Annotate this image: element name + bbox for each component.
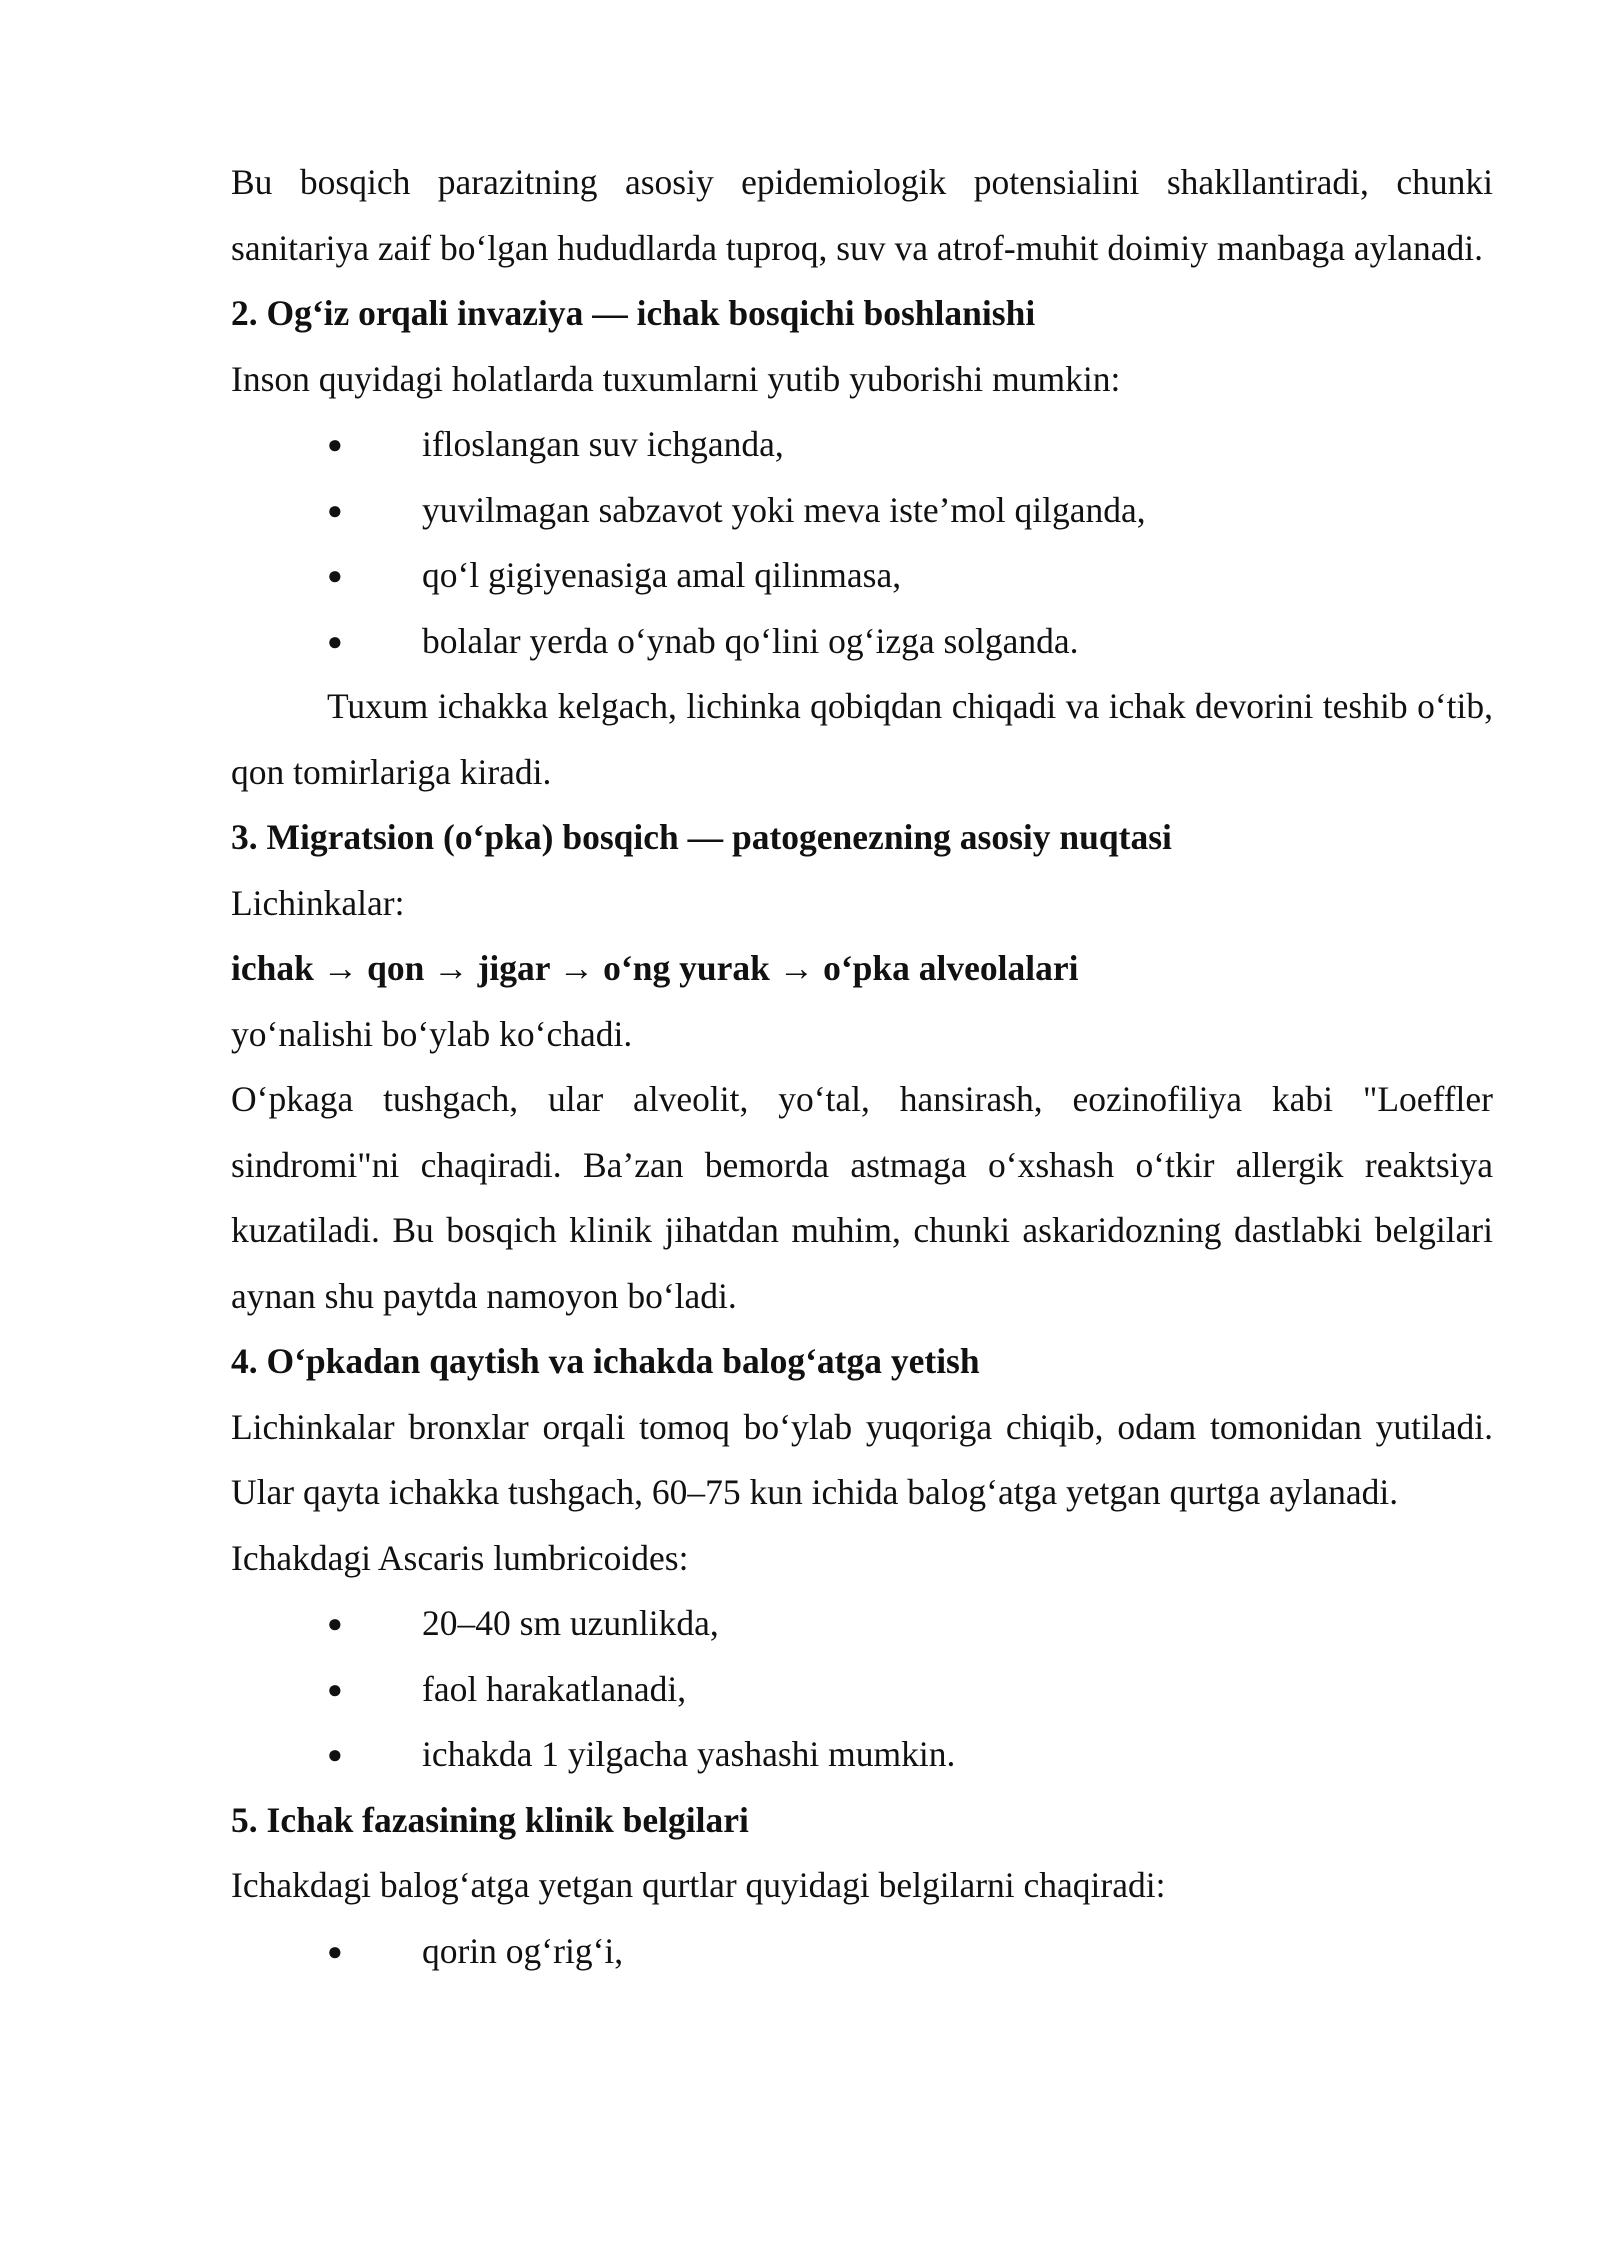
paragraph: Inson quyidagi holatlarda tuxumlarni yutib yuborishi mumkin:: [231, 358, 1121, 399]
list-item-text: ichakda 1 yilgacha yashashi mumkin.: [422, 1734, 956, 1774]
bullet-icon: ●: [327, 1609, 343, 1638]
section-heading: 4. O‘pkadan qaytish va ichakda balog‘atga yetish: [231, 1341, 980, 1381]
bullet-icon: ●: [327, 1674, 343, 1704]
list-item-text: faol harakatlanadi,: [422, 1668, 687, 1709]
paragraph: yo‘nalishi bo‘ylab ko‘chadi.: [231, 1013, 633, 1054]
bullet-list: [231, 412, 1493, 674]
list-item-text: bolalar yerda o‘ynab qo‘lini og‘izga solganda.: [422, 620, 1079, 661]
bullet-icon: ●: [327, 1936, 343, 1966]
list-item: [231, 1919, 1493, 1985]
migration-path: ichak → qon → jigar → o‘ng yurak → o‘pka alveolalari: [231, 948, 1079, 988]
section-heading: 2. Og‘iz orqali invaziya — ichak bosqichi boshlanishi: [231, 293, 1036, 333]
paragraph: O‘pkaga tushgach, ular alveolit, yo‘tal, hansirash, eozinofiliya kabi "Loeffler sindromi"ni chaqiradi. Ba’zan bemorda astmaga o‘xshash o‘tkir allergik reaktsiya kuzatiladi. Bu bosqich klinik jihatdan muhim, chunki askaridozning dastlabki belgilari aynan shu paytda namoyon bo‘ladi.: [231, 1079, 1493, 1316]
bullet-icon: ●: [327, 495, 343, 525]
list-item-text: ifloslangan suv ichganda,: [422, 424, 784, 464]
list-item: [231, 1657, 1493, 1723]
list-item-text: qo‘l gigiyenasiga amal qilinmasa,: [422, 555, 902, 595]
bullet-icon: ●: [327, 430, 343, 459]
section-heading: 5. Ichak fazasining klinik belgilari: [231, 1799, 749, 1840]
list-item-text: 20–40 sm uzunlikda,: [422, 1603, 719, 1643]
list-item: [231, 478, 1493, 544]
bullet-list: [231, 1919, 1493, 1985]
paragraph: Lichinkalar:: [231, 882, 405, 923]
list-item-text: yuvilmagan sabzavot yoki meva iste’mol qilganda,: [422, 489, 1146, 530]
list-item: [231, 412, 1493, 478]
list-item: [231, 1722, 1493, 1788]
bullet-list: [231, 1591, 1493, 1788]
bullet-icon: ●: [327, 626, 343, 656]
paragraph: Bu bosqich parazitning asosiy epidemiologik potensialini shakllantiradi, chunki sanitariya zaif bo‘lgan hududlarda tuproq, suv va atrof-muhit doimiy manbaga aylanadi.: [231, 162, 1493, 268]
section-heading: 3. Migratsion (o‘pka) bosqich — patogenezning asosiy nuqtasi: [231, 817, 1172, 857]
document-body: [231, 150, 1493, 1984]
list-item: [231, 543, 1493, 609]
bullet-icon: ●: [327, 561, 343, 590]
paragraph: Ichakdagi balog‘atga yetgan qurtlar quyidagi belgilarni chaqiradi:: [231, 1865, 1166, 1905]
list-item: [231, 1591, 1493, 1657]
list-item: [231, 609, 1493, 675]
paragraph: Lichinkalar bronxlar orqali tomoq bo‘ylab yuqoriga chiqib, odam tomonidan yutiladi. Ular qayta ichakka tushgach, 60–75 kun ichida balog‘atga yetgan qurtga aylanadi.: [231, 1406, 1493, 1512]
list-item-text: qorin og‘rig‘i,: [422, 1930, 624, 1971]
paragraph: Tuxum ichakka kelgach, lichinka qobiqdan chiqadi va ichak devorini teshib o‘tib, qon tomirlariga kiradi.: [231, 686, 1493, 792]
paragraph: Ichakdagi Ascaris lumbricoides:: [231, 1537, 689, 1578]
bullet-icon: ●: [327, 1740, 343, 1769]
